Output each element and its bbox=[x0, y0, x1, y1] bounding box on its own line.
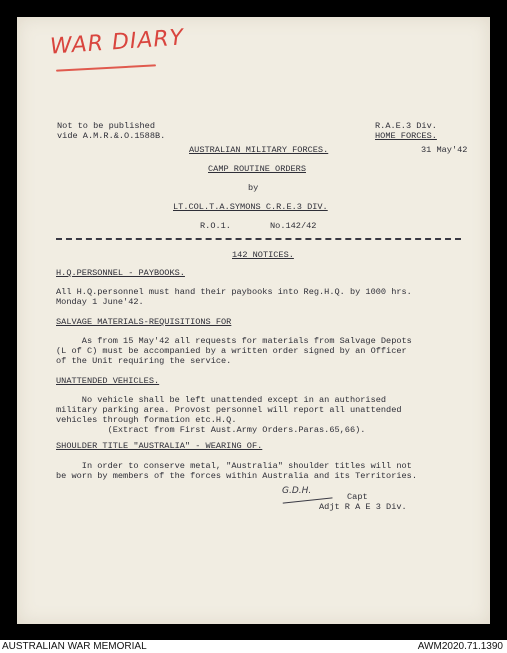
unit-name: R.A.E.3 Div. bbox=[375, 121, 437, 131]
handwritten-annotation: WAR DIARY bbox=[49, 25, 185, 60]
issuing-officer: LT.COL.T.A.SYMONS C.R.E.3 DIV. bbox=[173, 202, 328, 212]
signature-scrawl: G.D.H. bbox=[282, 486, 312, 496]
signatory-appointment: Adjt R A E 3 Div. bbox=[319, 502, 407, 512]
restriction-line-1: Not to be published bbox=[57, 121, 155, 131]
footer-institution: AUSTRALIAN WAR MEMORIAL bbox=[2, 641, 147, 652]
notice-line: (Extract from First Aust.Army Orders.Paras.65,66). bbox=[56, 425, 366, 435]
forces-heading: AUSTRALIAN MILITARY FORCES. bbox=[189, 145, 329, 155]
location: HOME FORCES. bbox=[375, 131, 437, 141]
notice-heading: UNATTENDED VEHICLES. bbox=[56, 376, 160, 386]
notice-line: No vehicle shall be left unattended except in an authorised bbox=[56, 395, 387, 405]
notice-line: be worn by members of the forces within Australia and its Territories. bbox=[56, 471, 417, 481]
notice-line: of the Unit requiring the service. bbox=[56, 356, 232, 366]
notice-line: In order to conserve metal, "Australia" shoulder titles will not bbox=[56, 461, 412, 471]
restriction-line-2: vide A.M.R.&.O.1588B. bbox=[57, 131, 166, 141]
notice-line: (L of C) must be accompanied by a written order signed by an Officer bbox=[56, 346, 407, 356]
notice-line: As from 15 May'42 all requests for materials from Salvage Depots bbox=[56, 336, 412, 346]
document-date: 31 May'42 bbox=[421, 145, 468, 155]
document-title: CAMP ROUTINE ORDERS bbox=[208, 164, 306, 174]
dashed-divider bbox=[56, 238, 461, 240]
notice-heading: SALVAGE MATERIALS-REQUISITIONS FOR bbox=[56, 317, 232, 327]
section-title: 142 NOTICES. bbox=[232, 250, 294, 260]
notice-heading: H.Q.PERSONNEL - PAYBOOKS. bbox=[56, 268, 185, 278]
notice-heading: SHOULDER TITLE "AUSTRALIA" - WEARING OF. bbox=[56, 441, 263, 451]
footer-bar bbox=[0, 640, 507, 653]
footer-accession-number: AWM2020.71.1390 bbox=[417, 641, 503, 652]
by-label: by bbox=[248, 183, 259, 193]
order-number: No.142/42 bbox=[270, 221, 317, 231]
signatory-rank: Capt bbox=[347, 492, 368, 502]
order-series: R.O.1. bbox=[200, 221, 231, 231]
notice-line: Monday 1 June'42. bbox=[56, 297, 144, 307]
notice-line: vehicles through formation etc.H.Q. bbox=[56, 415, 237, 425]
notice-line: military parking area. Provost personnel will report all unattended bbox=[56, 405, 402, 415]
notice-line: All H.Q.personnel must hand their paybooks into Reg.H.Q. by 1000 hrs. bbox=[56, 287, 412, 297]
